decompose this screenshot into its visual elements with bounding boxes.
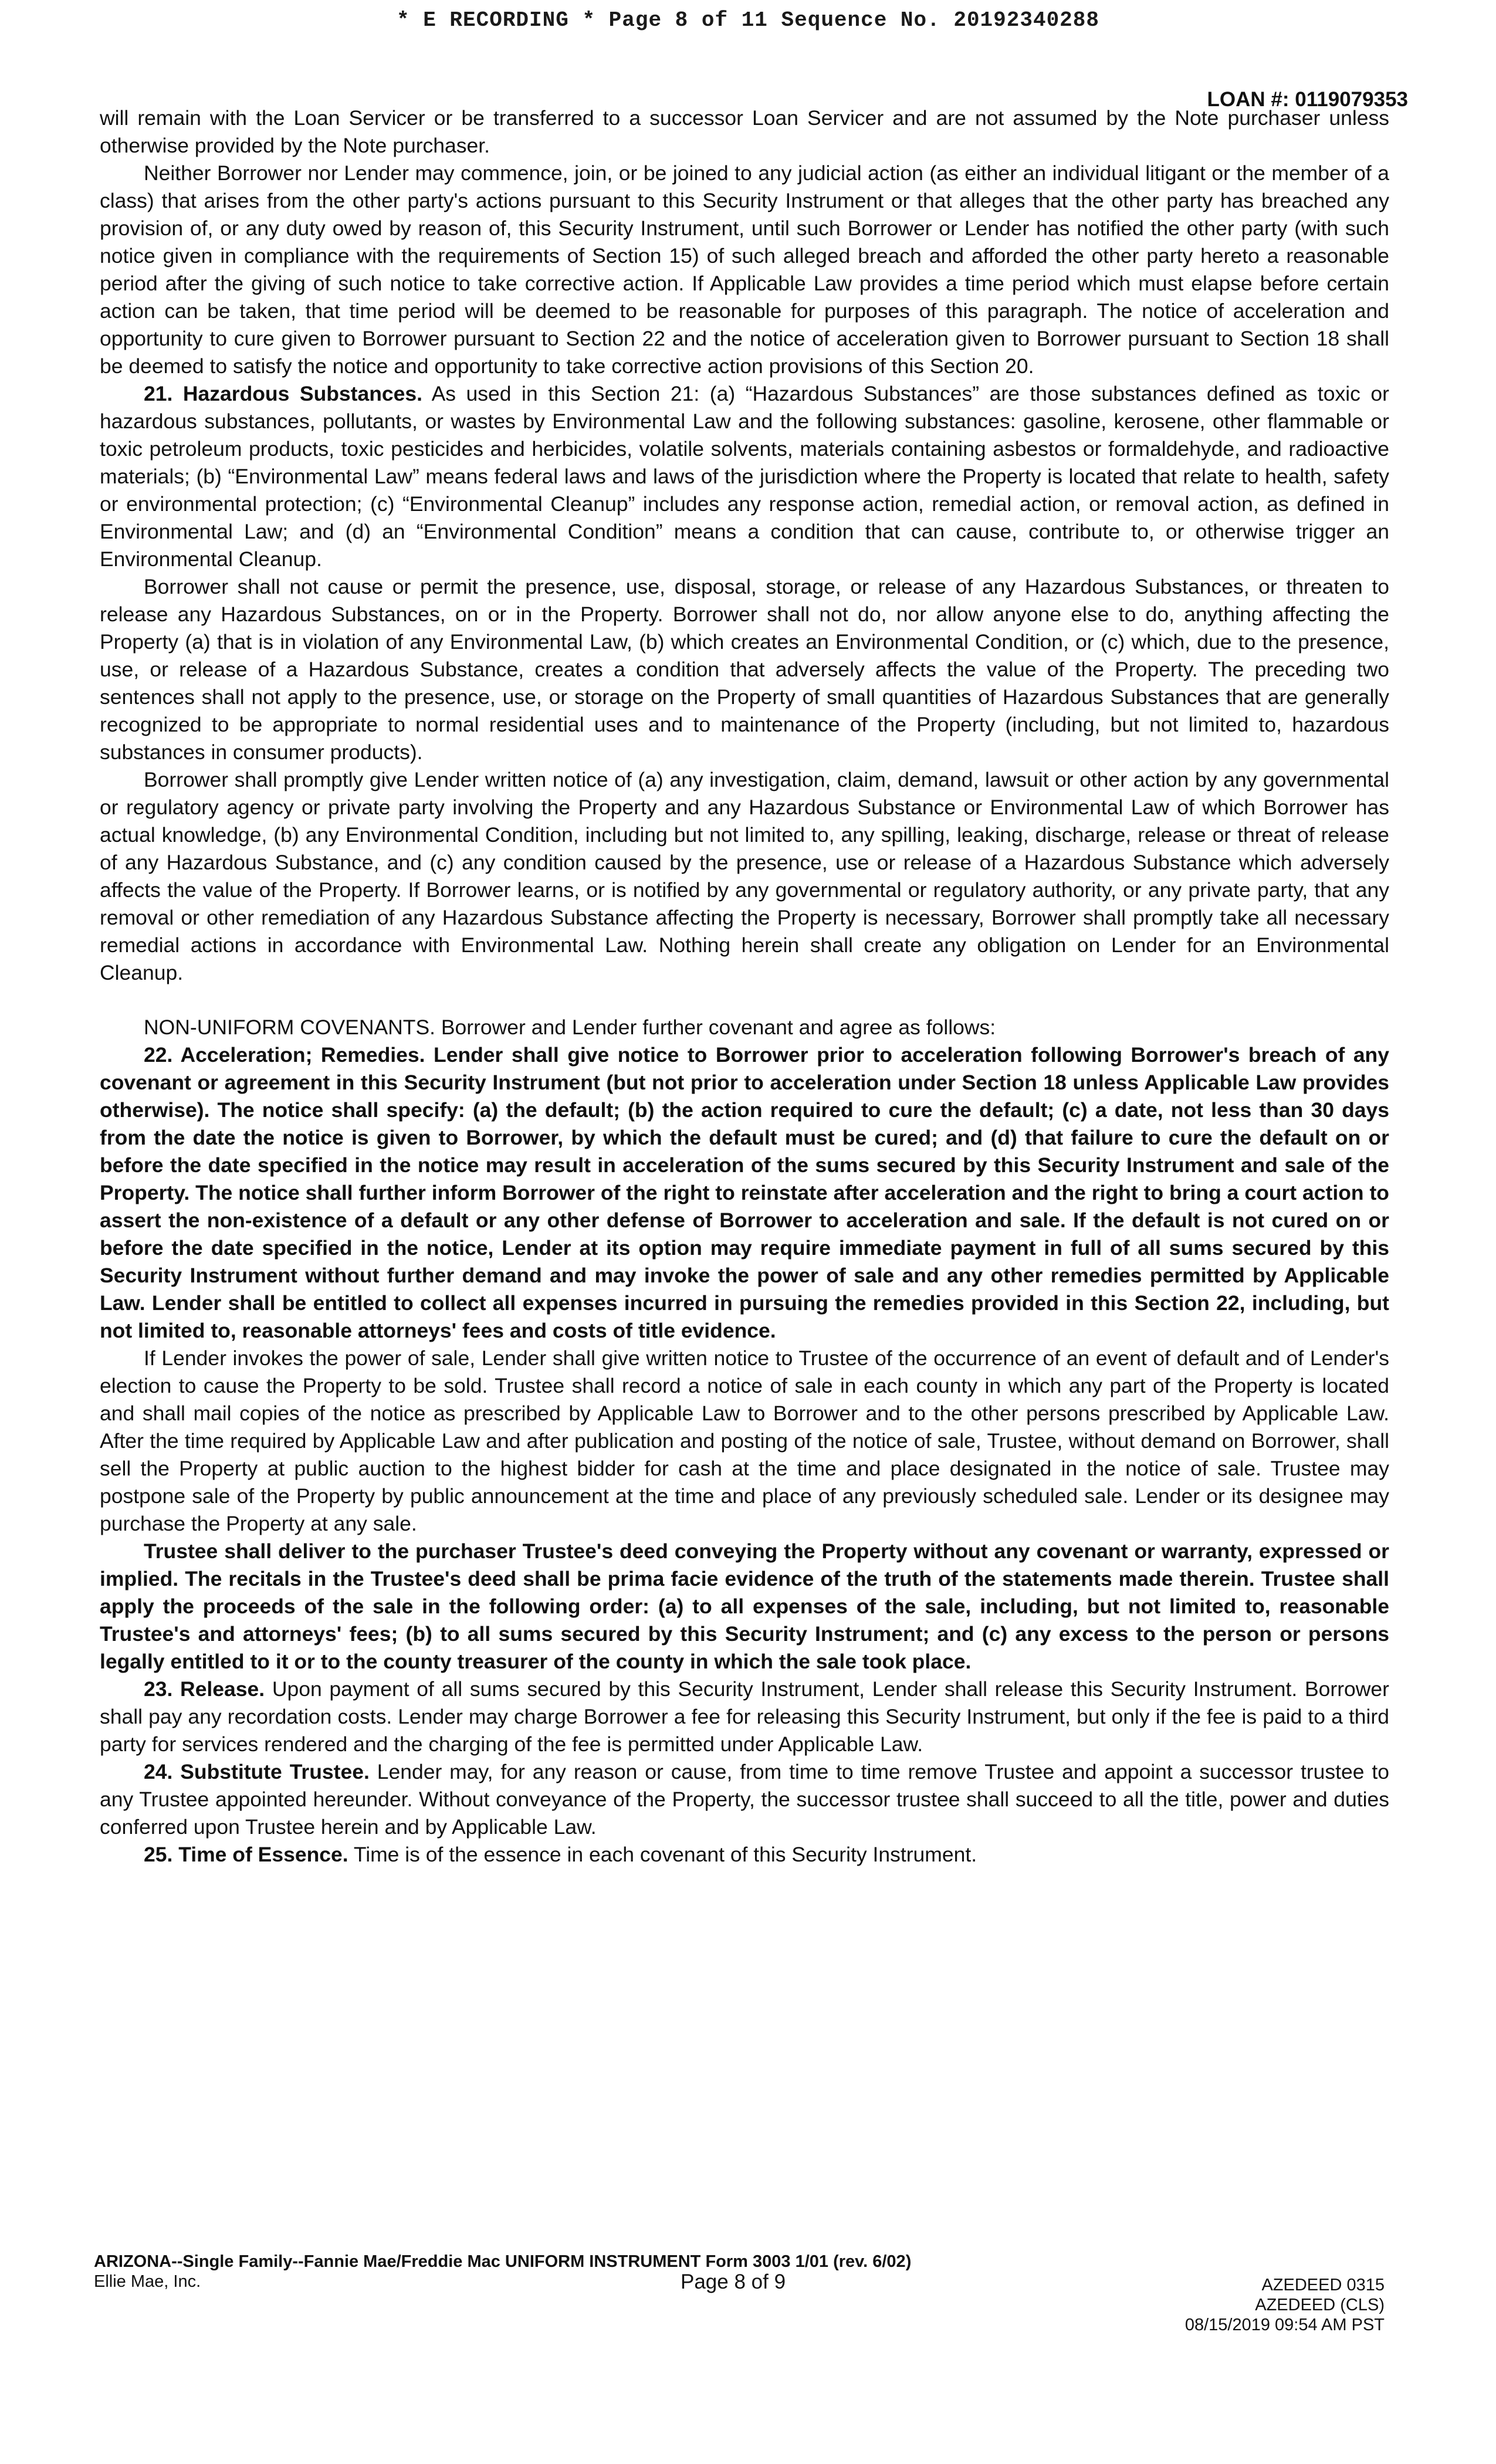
section-22-text: Lender shall give notice to Borrower prior to acceleration following Borrower's breach of any covenant or agreement in this Security Instrument (but not prior to acceleration under Section 18 unless Applicable Law provides otherwise). The notice shall specify: (a) the default; (b) the action required to cure the default; (c) a date, not less than 30 days from the date the notice is given to Borrower, by which the default must be cured; and (d) that failure to cure the default on or before the date specified in the notice may result in acceleration of the sums secured by this Security Instrument and sale of the Property. The notice shall further inform Borrower of the right to reinstate after acceleration and the right to bring a court action to assert the non-existence of a default or any other defense of Borrower to acceleration and sale. If the default is not cured on or before the date specified in the notice, Lender at its option may require immediate payment in full of all sums secured by this Security Instrument without further demand and may invoke the power of sale and any other remedies permitted by Applicable Law. Lender shall be entitled to collect all expenses incurred in pursuing the remedies provided in this Section 22, including, but not limited to, reasonable attorneys' fees and costs of title evidence. <box>100 1043 1389 1342</box>
paragraph-servicer: will remain with the Loan Servicer or be transferred to a successor Loan Servicer and are not assumed by the Note purchaser unless otherwise provided by the Note purchaser. <box>100 106 1389 157</box>
paragraph-judicial-action: Neither Borrower nor Lender may commence, join, or be joined to any judicial action (as either an individual litigant or the member of a class) that arises from the other party's actions pursuant to this Security Instrument or that alleges that the other party has breached any provision of, or any duty owed by reason of, this Security Instrument, until such Borrower or Lender has notified the other party (with such notice given in compliance with the requirements of Section 15) of such alleged breach and afforded the other party hereto a reasonable period after the giving of such notice to take corrective action. If Applicable Law provides a time period which must elapse before certain action can be taken, that time period will be deemed to be reasonable for purposes of this paragraph. The notice of acceleration and opportunity to cure given to Borrower pursuant to Section 22 and the notice of acceleration given to Borrower pursuant to Section 18 shall be deemed to satisfy the notice and opportunity to take corrective action provisions of this Section 20. <box>100 161 1389 378</box>
section-21 <box>100 380 1389 573</box>
section-23 <box>100 1676 1389 1758</box>
footer-datetime: 08/15/2019 09:54 AM PST <box>1184 2316 1385 2334</box>
spacer <box>100 987 1389 1014</box>
section-21-heading: 21. Hazardous Substances. <box>144 382 423 405</box>
section-22 <box>100 1041 1389 1345</box>
paragraph-hazardous-presence: Borrower shall not cause or permit the presence, use, disposal, storage, or release of any Hazardous Substances, or threaten to release any Hazardous Substances, on or in the Property. Borrower shall not do, nor allow anyone else to do, anything affecting the Property (a) that is in violation of any Environmental Law, (b) which creates an Environmental Condition, or (c) which, due to the presence, use, or release of a Hazardous Substance, creates a condition that adversely affects the value of the Property. The preceding two sentences shall not apply to the presence, use, or storage on the Property of small quantities of Hazardous Substances that are generally recognized to be appropriate to normal residential uses and to maintenance of the Property (including, but not limited to, hazardous substances in consumer products). <box>100 575 1389 764</box>
section-21-text: As used in this Section 21: (a) “Hazardous Substances” are those substances defined as toxic or hazardous substances, pollutants, or wastes by Environmental Law and the following substances: gasoline, kerosene, other flammable or toxic petroleum products, toxic pesticides and herbicides, volatile solvents, materials containing asbestos or formaldehyde, and radioactive materials; (b) “Environmental Law” means federal laws and laws of the jurisdiction where the Property is located that relate to health, safety or environmental protection; (c) “Environmental Cleanup” includes any response action, remedial action, or removal action, as defined in Environmental Law; and (d) an “Environmental Condition” means a condition that can cause, contribute to, or otherwise trigger an Environmental Cleanup. <box>100 382 1389 571</box>
paragraph-hazardous-notice: Borrower shall promptly give Lender written notice of (a) any investigation, claim, demand, lawsuit or other action by any governmental or regulatory agency or private party involving the Property and any Hazardous Substance or Environmental Law of which Borrower has actual knowledge, (b) any Environmental Condition, including but not limited to, any spilling, leaking, discharge, release or threat of release of any Hazardous Substance, and (c) any condition caused by the presence, use or release of a Hazardous Substance which adversely affects the value of the Property. If Borrower learns, or is notified by any governmental or regulatory authority, or any private party, that any removal or other remediation of any Hazardous Substance affecting the Property is necessary, Borrower shall promptly take all necessary remedial actions in accordance with Environmental Law. Nothing herein shall create any obligation on Lender for an Environmental Cleanup. <box>100 768 1389 984</box>
section-24-heading: 24. Substitute Trustee. <box>144 1760 370 1783</box>
paragraph-power-of-sale: If Lender invokes the power of sale, Lender shall give written notice to Trustee of the occurrence of an event of default and of Lender's election to cause the Property to be sold. Trustee shall record a notice of sale in each county in which any part of the Property is located and shall mail copies of the notice as prescribed by Applicable Law to Borrower and to the other persons prescribed by Applicable Law. After the time required by Applicable Law and after publication and posting of the notice of sale, Trustee, without demand on Borrower, shall sell the Property at public auction to the highest bidder for cash at the time and place designated in the notice of sale. Trustee may postpone sale of the Property by public announcement at the time and place of any previously scheduled sale. Lender or its designee may purchase the Property at any sale. <box>100 1346 1389 1535</box>
section-25-heading: 25. Time of Essence. <box>144 1843 348 1866</box>
footer-doc-codes <box>1185 2275 1385 2335</box>
loan-number: LOAN #: 0119079353 <box>1207 88 1408 111</box>
footer-form-info <box>94 2252 911 2292</box>
document-body <box>100 104 1389 1869</box>
section-24 <box>100 1758 1389 1841</box>
section-25-text: Time is of the essence in each covenant of this Security Instrument. <box>348 1843 977 1866</box>
section-23-heading: 23. Release. <box>144 1677 265 1701</box>
non-uniform-covenants: NON-UNIFORM COVENANTS. Borrower and Lender further covenant and agree as follows: <box>144 1016 996 1039</box>
footer-form-title: ARIZONA--Single Family--Fannie Mae/Freddie Mac UNIFORM INSTRUMENT Form 3003 1/01 (rev. 6/02) <box>94 2252 912 2271</box>
recording-stamp: * E RECORDING * Page 8 of 11 Sequence No. 20192340288 <box>397 8 1099 32</box>
section-23-text: Upon payment of all sums secured by this Security Instrument, Lender shall release this Security Instrument. Borrower shall pay any recordation costs. Lender may charge Borrower a fee for releasing this Security Instrument, but only if the fee is paid to a third party for services rendered and the charging of the fee is permitted under Applicable Law. <box>100 1677 1389 1756</box>
section-24-text: Lender may, for any reason or cause, from time to time remove Trustee and appoint a successor trustee to any Trustee appointed hereunder. Without conveyance of the Property, the successor trustee shall succeed to all the title, power and duties conferred upon Trustee herein and by Applicable Law. <box>100 1760 1390 1839</box>
footer-company: Ellie Mae, Inc. <box>94 2272 201 2291</box>
section-22-heading: 22. Acceleration; Remedies. <box>144 1043 425 1067</box>
footer-code-1: AZEDEED 0315 <box>1261 2276 1385 2294</box>
section-25 <box>100 1841 1389 1869</box>
paragraph-trustee-deed: Trustee shall deliver to the purchaser Trustee's deed conveying the Property without any covenant or warranty, expressed or implied. The recitals in the Trustee's deed shall be prima facie evidence of the truth of the statements made therein. Trustee shall apply the proceeds of the sale in the following order: (a) to all expenses of the sale, including, but not limited to, reasonable Trustee's and attorneys' fees; (b) to all sums secured by this Security Instrument; and (c) any excess to the person or persons legally entitled to it or to the county treasurer of the county in which the sale took place. <box>100 1539 1389 1673</box>
footer-code-2: AZEDEED (CLS) <box>1255 2296 1385 2314</box>
footer-page-number: Page 8 of 9 <box>681 2270 786 2293</box>
